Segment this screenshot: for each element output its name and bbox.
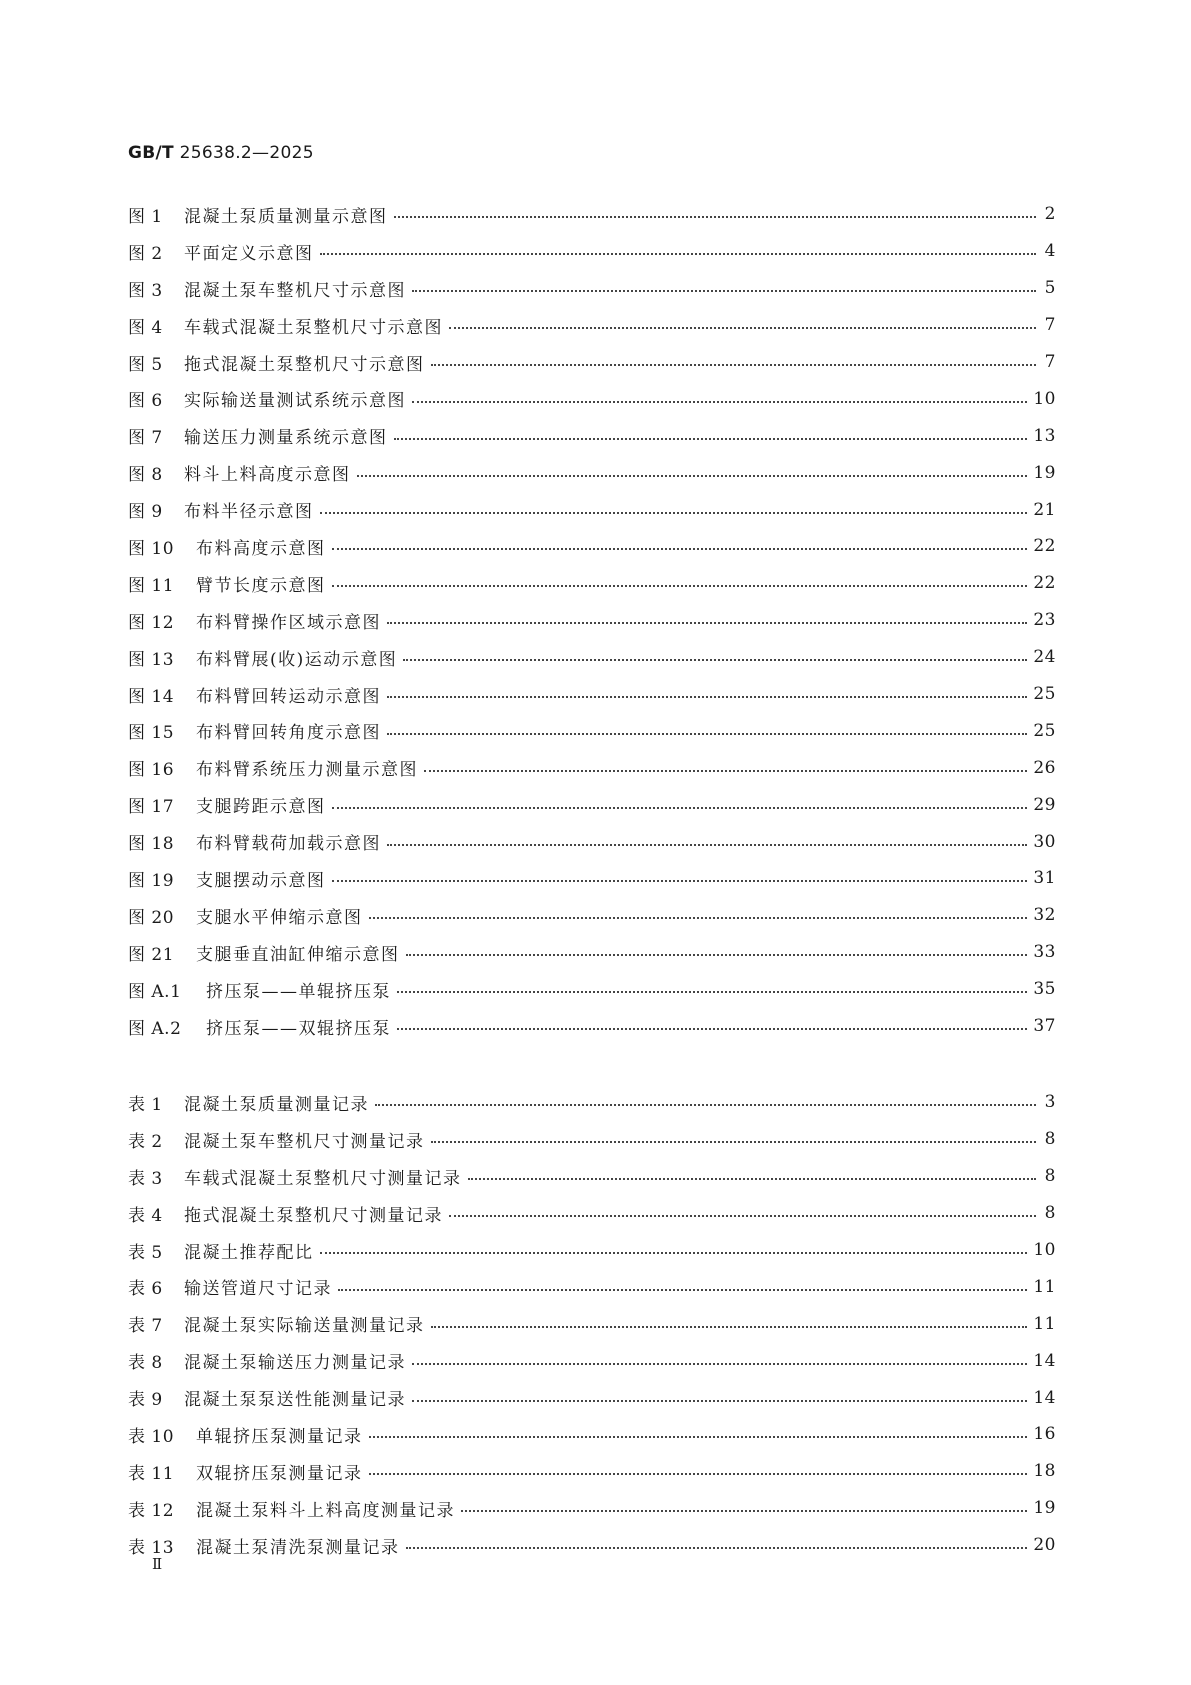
dot-leader [357, 475, 1028, 477]
figure-entry[interactable] [128, 971, 1056, 1008]
entry-label: 图 15 [128, 723, 175, 744]
entry-page: 8 [1044, 1129, 1056, 1150]
dot-leader [431, 364, 1037, 366]
table-entry[interactable] [128, 1232, 1056, 1269]
standard-prefix: GB/T [128, 143, 174, 163]
figure-entry[interactable] [128, 712, 1056, 749]
entry-label: 图 5 [128, 354, 163, 375]
entry-label: 图 8 [128, 465, 163, 486]
table-entry[interactable] [128, 1527, 1056, 1564]
entry-title: 混凝土泵料斗上料高度测量记录 [196, 1500, 455, 1521]
table-entry[interactable] [128, 1195, 1056, 1232]
figure-entry[interactable] [128, 897, 1056, 934]
entry-page: 26 [1033, 757, 1056, 778]
figure-entry[interactable] [128, 639, 1056, 676]
entry-title: 拖式混凝土泵整机尺寸测量记录 [184, 1205, 443, 1226]
dot-leader [394, 216, 1037, 218]
entry-page: 8 [1044, 1166, 1056, 1187]
figure-entry[interactable] [128, 602, 1056, 639]
entry-title: 布料高度示意图 [196, 538, 326, 559]
dot-leader [332, 548, 1028, 550]
figure-entry[interactable] [128, 860, 1056, 897]
entry-title: 混凝土泵车整机尺寸示意图 [184, 280, 406, 301]
dot-leader [320, 512, 1028, 514]
dot-leader [406, 954, 1028, 956]
entry-title: 混凝土泵输送压力测量记录 [184, 1353, 406, 1374]
entry-title: 混凝土泵泵送性能测量记录 [184, 1390, 406, 1411]
entry-label: 图 A.2 [128, 1018, 182, 1039]
figure-entry[interactable] [128, 786, 1056, 823]
entry-page: 4 [1044, 241, 1056, 262]
entry-title: 布料臂系统压力测量示意图 [196, 760, 418, 781]
table-entry[interactable] [128, 1158, 1056, 1195]
entry-page: 21 [1033, 499, 1056, 520]
entry-title: 混凝土泵实际输送量测量记录 [184, 1316, 425, 1337]
entry-label: 图 16 [128, 760, 175, 781]
entry-page: 10 [1033, 388, 1056, 409]
dot-leader [461, 1510, 1027, 1512]
entry-title: 支腿水平伸缩示意图 [196, 907, 363, 928]
figure-list [128, 196, 1056, 1044]
figure-entry[interactable] [128, 270, 1056, 307]
entry-title: 拖式混凝土泵整机尺寸示意图 [184, 354, 425, 375]
entry-page: 5 [1044, 278, 1056, 299]
entry-title: 混凝土泵清洗泵测量记录 [196, 1537, 400, 1558]
table-entry[interactable] [128, 1121, 1056, 1158]
entry-label: 表 8 [128, 1353, 163, 1374]
dot-leader [332, 585, 1028, 587]
entry-label: 表 2 [128, 1131, 163, 1152]
dot-leader [338, 1289, 1027, 1291]
entry-page: 22 [1033, 573, 1056, 594]
entry-label: 图 2 [128, 243, 163, 264]
figure-entry[interactable] [128, 417, 1056, 454]
dot-leader [397, 1028, 1027, 1030]
dot-leader [375, 1104, 1036, 1106]
entry-title: 输送压力测量系统示意图 [184, 428, 388, 449]
standard-header [128, 143, 314, 163]
figure-entry[interactable] [128, 676, 1056, 713]
figure-entry[interactable] [128, 196, 1056, 233]
dot-leader [424, 770, 1027, 772]
entry-title: 布料半径示意图 [184, 502, 314, 523]
entry-title: 支腿垂直油缸伸缩示意图 [196, 944, 400, 965]
dot-leader [320, 253, 1037, 255]
table-entry[interactable] [128, 1084, 1056, 1121]
figure-entry[interactable] [128, 934, 1056, 971]
figure-entry[interactable] [128, 380, 1056, 417]
entry-title: 双辊挤压泵测量记录 [196, 1463, 363, 1484]
table-entry[interactable] [128, 1453, 1056, 1490]
entry-label: 表 10 [128, 1426, 175, 1447]
entry-page: 3 [1044, 1092, 1056, 1113]
entry-page: 19 [1033, 462, 1056, 483]
entry-page: 8 [1044, 1203, 1056, 1224]
figure-entry[interactable] [128, 823, 1056, 860]
entry-label: 图 18 [128, 834, 175, 855]
entry-title: 布料臂操作区域示意图 [196, 612, 381, 633]
dot-leader [406, 1547, 1028, 1549]
entry-page: 22 [1033, 536, 1056, 557]
entry-page: 31 [1033, 868, 1056, 889]
dot-leader [332, 807, 1028, 809]
dot-leader [412, 1400, 1027, 1402]
entry-title: 支腿摆动示意图 [196, 870, 326, 891]
figure-entry[interactable] [128, 1008, 1056, 1045]
entry-label: 表 5 [128, 1242, 163, 1263]
entry-page: 16 [1033, 1424, 1056, 1445]
entry-page: 23 [1033, 610, 1056, 631]
entry-page: 32 [1033, 905, 1056, 926]
table-entry[interactable] [128, 1379, 1056, 1416]
entry-page: 20 [1033, 1535, 1056, 1556]
entry-page: 35 [1033, 979, 1056, 1000]
table-list [128, 1084, 1056, 1564]
page-number: Ⅱ [152, 1555, 163, 1573]
entry-page: 30 [1033, 831, 1056, 852]
entry-title: 混凝土泵车整机尺寸测量记录 [184, 1131, 425, 1152]
dot-leader [412, 1363, 1027, 1365]
figure-entry[interactable] [128, 344, 1056, 381]
table-entry[interactable] [128, 1342, 1056, 1379]
entry-label: 表 4 [128, 1205, 163, 1226]
entry-page: 7 [1044, 352, 1056, 372]
table-entry[interactable] [128, 1268, 1056, 1305]
entry-label: 图 3 [128, 280, 163, 301]
dot-leader [397, 991, 1027, 993]
dot-leader [449, 327, 1036, 329]
entry-page: 14 [1033, 1350, 1056, 1371]
table-entry[interactable] [128, 1416, 1056, 1453]
figure-entry[interactable] [128, 749, 1056, 786]
figure-entry[interactable] [128, 454, 1056, 491]
dot-leader [403, 659, 1027, 661]
entry-title: 布料臂回转运动示意图 [196, 686, 381, 707]
entry-title: 混凝土推荐配比 [184, 1242, 314, 1263]
entry-title: 挤压泵——单辊挤压泵 [206, 981, 391, 1002]
dot-leader [431, 1141, 1037, 1143]
entry-title: 臂节长度示意图 [196, 575, 326, 596]
entry-page: 11 [1033, 1276, 1056, 1297]
entry-title: 布料臂回转角度示意图 [196, 723, 381, 744]
entry-label: 图 9 [128, 502, 163, 523]
figure-entry[interactable] [128, 491, 1056, 528]
entry-label: 图 10 [128, 538, 175, 559]
figure-entry[interactable] [128, 528, 1056, 565]
dot-leader [449, 1215, 1036, 1217]
table-entry[interactable] [128, 1490, 1056, 1527]
entry-label: 表 6 [128, 1279, 163, 1300]
dot-leader [431, 1326, 1028, 1328]
entry-page: 25 [1033, 720, 1056, 741]
figure-entry[interactable] [128, 565, 1056, 602]
entry-title: 料斗上料高度示意图 [184, 465, 351, 486]
entry-label: 图 17 [128, 797, 175, 818]
entry-page: 18 [1033, 1461, 1056, 1482]
dot-leader [320, 1252, 1028, 1254]
standard-number: 25638.2—2025 [179, 143, 314, 163]
entry-label: 图 21 [128, 944, 175, 965]
entry-label: 图 A.1 [128, 981, 182, 1002]
entry-page: 24 [1033, 647, 1056, 668]
table-entry[interactable] [128, 1305, 1056, 1342]
dot-leader [412, 290, 1036, 292]
dot-leader [387, 696, 1027, 698]
dot-leader [468, 1178, 1037, 1180]
entry-label: 图 19 [128, 870, 175, 891]
entry-title: 输送管道尺寸记录 [184, 1279, 332, 1300]
entry-label: 图 1 [128, 206, 163, 227]
entry-label: 表 11 [128, 1463, 175, 1484]
entry-page: 37 [1033, 1016, 1056, 1037]
entry-label: 图 20 [128, 907, 175, 928]
entry-page: 13 [1033, 425, 1056, 446]
figure-entry[interactable] [128, 307, 1056, 344]
entry-page: 7 [1044, 315, 1056, 336]
figure-entry[interactable] [128, 233, 1056, 270]
entry-label: 图 11 [128, 575, 175, 596]
entry-title: 支腿跨距示意图 [196, 797, 326, 818]
entry-page: 10 [1033, 1240, 1056, 1260]
dot-leader [332, 880, 1028, 882]
entry-title: 布料臂展(收)运动示意图 [196, 649, 398, 670]
entry-page: 14 [1033, 1387, 1056, 1408]
entry-title: 布料臂载荷加载示意图 [196, 834, 381, 855]
entry-page: 25 [1033, 684, 1056, 705]
entry-page: 29 [1033, 794, 1056, 815]
entry-title: 挤压泵——双辊挤压泵 [206, 1018, 391, 1039]
entry-title: 车载式混凝土泵整机尺寸测量记录 [184, 1168, 462, 1189]
dot-leader [412, 401, 1027, 403]
entry-title: 混凝土泵质量测量示意图 [184, 206, 388, 227]
entry-title: 混凝土泵质量测量记录 [184, 1094, 369, 1115]
entry-label: 表 3 [128, 1168, 163, 1189]
entry-label: 表 9 [128, 1390, 163, 1411]
entry-label: 表 13 [128, 1537, 175, 1558]
entry-label: 表 1 [128, 1094, 163, 1115]
entry-label: 图 13 [128, 649, 175, 670]
entry-title: 车载式混凝土泵整机尺寸示意图 [184, 317, 443, 338]
entry-label: 图 6 [128, 391, 163, 412]
dot-leader [387, 844, 1027, 846]
entry-label: 图 14 [128, 686, 175, 707]
entry-label: 图 4 [128, 317, 163, 338]
dot-leader [369, 1436, 1028, 1438]
entry-page: 33 [1033, 942, 1056, 963]
dot-leader [394, 438, 1028, 440]
entry-title: 单辊挤压泵测量记录 [196, 1426, 363, 1447]
entry-page: 19 [1033, 1498, 1056, 1519]
dot-leader [387, 733, 1027, 735]
entry-label: 图 7 [128, 428, 163, 449]
entry-label: 表 12 [128, 1500, 175, 1521]
entry-label: 表 7 [128, 1316, 163, 1337]
entry-page: 2 [1044, 204, 1056, 225]
entry-title: 平面定义示意图 [184, 243, 314, 264]
entry-label: 图 12 [128, 612, 175, 633]
entry-page: 11 [1033, 1313, 1056, 1334]
entry-title: 实际输送量测试系统示意图 [184, 391, 406, 412]
dot-leader [369, 1473, 1028, 1475]
dot-leader [387, 622, 1027, 624]
dot-leader [369, 917, 1028, 919]
